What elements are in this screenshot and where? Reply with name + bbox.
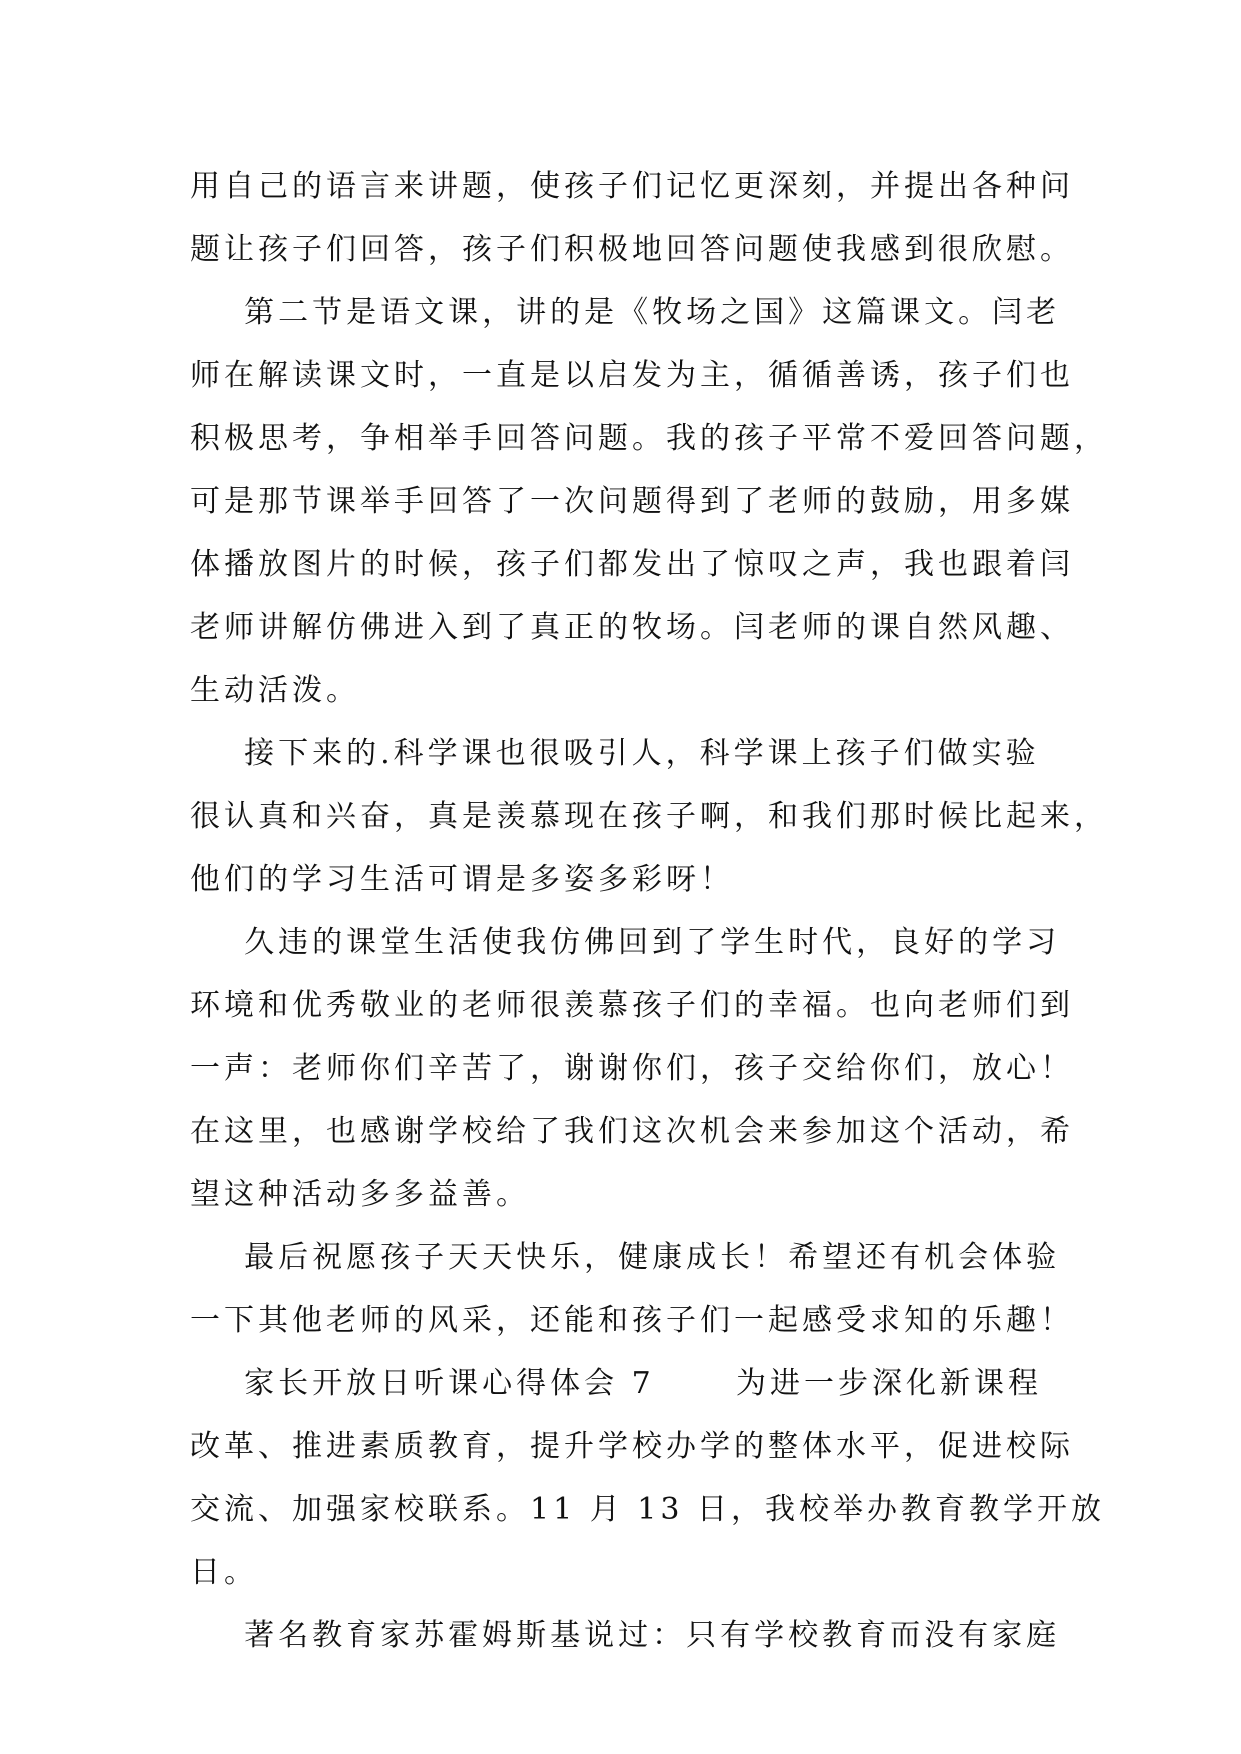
text-line: 用自己的语言来讲题，使孩子们记忆更深刻，并提出各种问 — [190, 169, 1074, 204]
text-line: 题让孩子们回答，孩子们积极地回答问题使我感到很欣慰。 — [190, 232, 1074, 267]
text-line: 他们的学习生活可谓是多姿多彩呀！ — [190, 862, 734, 897]
text-line: 环境和优秀敬业的老师很羡慕孩子们的幸福。也向老师们到 — [190, 988, 1074, 1023]
text-line: 家长开放日听课心得体会 7 为进一步深化新课程 — [190, 1366, 1042, 1401]
text-line: 体播放图片的时候，孩子们都发出了惊叹之声，我也跟着闫 — [190, 547, 1074, 582]
text-line: 师在解读课文时，一直是以启发为主，循循善诱，孩子们也 — [190, 358, 1074, 393]
text-line: 一下其他老师的风采，还能和孩子们一起感受求知的乐趣！ — [190, 1303, 1074, 1338]
text-line: 日。 — [190, 1555, 258, 1590]
text-line: 第二节是语文课，讲的是《牧场之国》这篇课文。闫老 — [190, 295, 1061, 330]
text-line: 一声：老师你们辛苦了，谢谢你们，孩子交给你们，放心！ — [190, 1051, 1074, 1086]
text-line: 久违的课堂生活使我仿佛回到了学生时代，良好的学习 — [190, 925, 1061, 960]
text-line: 著名教育家苏霍姆斯基说过：只有学校教育而没有家庭 — [190, 1618, 1061, 1653]
text-line: 改革、推进素质教育，提升学校办学的整体水平，促进校际 — [190, 1429, 1074, 1464]
text-line: 积极思考，争相举手回答问题。我的孩子平常不爱回答问题， — [190, 421, 1108, 456]
text-line: 交流、加强家校联系。11 月 13 日，我校举办教育教学开放 — [190, 1492, 1105, 1527]
text-line: 可是那节课举手回答了一次问题得到了老师的鼓励，用多媒 — [190, 484, 1074, 519]
text-line: 生动活泼。 — [190, 673, 360, 708]
text-line: 望这种活动多多益善。 — [190, 1177, 530, 1212]
body-text — [190, 155, 1108, 1667]
text-line: 老师讲解仿佛进入到了真正的牧场。闫老师的课自然风趣、 — [190, 610, 1074, 645]
text-line: 在这里，也感谢学校给了我们这次机会来参加这个活动，希 — [190, 1114, 1074, 1149]
text-line: 很认真和兴奋，真是羡慕现在孩子啊，和我们那时候比起来， — [190, 799, 1108, 834]
text-line: 最后祝愿孩子天天快乐，健康成长！希望还有机会体验 — [190, 1240, 1061, 1275]
text-line: 接下来的.科学课也很吸引人，科学课上孩子们做实验 — [190, 736, 1040, 771]
